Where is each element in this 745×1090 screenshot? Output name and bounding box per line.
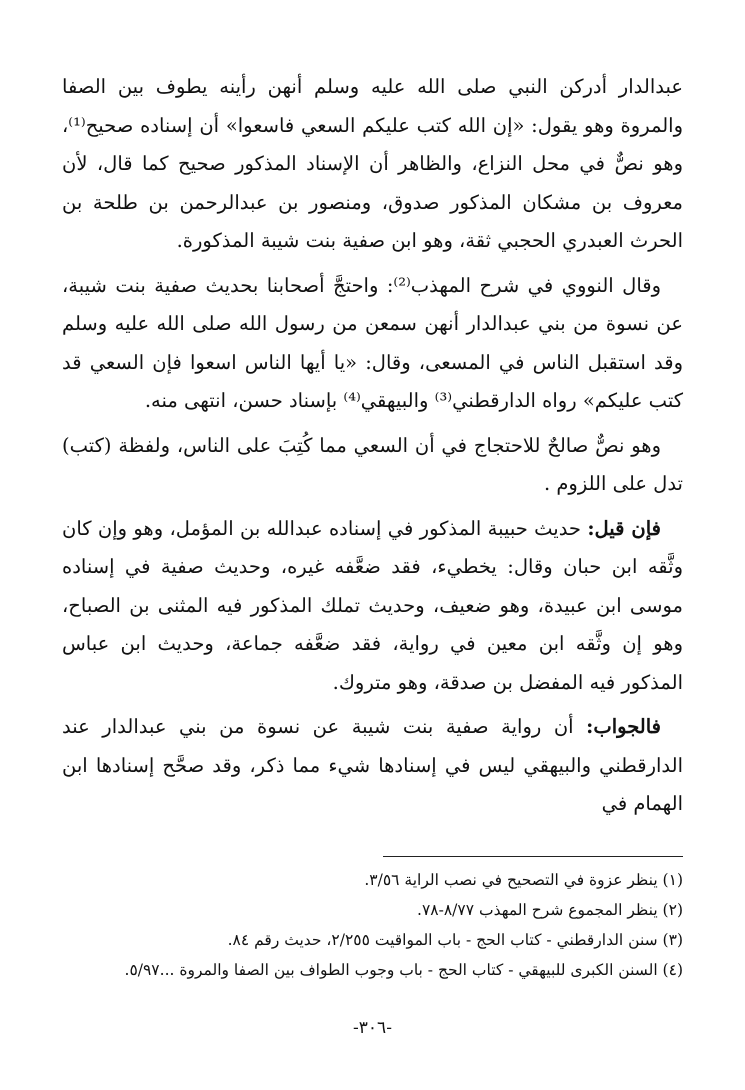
answer-text: أن رواية صفية بنت شيبة عن نسوة من بني عبدالدار عند الدارقطني والبيهقي ليس في إسنادها شيء مما ذكر، وقد صحَّح إسنادها ابن الهمام في bbox=[62, 715, 683, 815]
paragraph-answer bbox=[62, 708, 683, 824]
paragraph-objection bbox=[62, 510, 683, 703]
paragraph-1: عبدالدار أدركن النبي صلى الله عليه وسلم أنهن رأينه يطوف بين الصفا والمروة وهو يقول: «إن الله كتب عليكم السعي فاسعوا» أن إسناده صحيح⁽¹⁾، وهو نصٌّ في محل النزاع، والظاهر أن الإسناد المذكور صحيح كما قال، لأن معروف بن مشكان المذكور صدوق، ومنصور بن عبدالرحمن بن طلحة بن الحرث العبدري الحجبي ثقة، وهو ابن صفية بنت شيبة المذكورة. bbox=[62, 75, 683, 252]
footnote-separator bbox=[383, 856, 683, 857]
objection-lead: فإن قيل: bbox=[587, 516, 661, 540]
footnote-2: (٢) ينظر المجموع شرح المهذب ٨/٧٧-٧٨. bbox=[417, 900, 683, 919]
objection-text: حديث حبيبة المذكور في إسناده عبدالله بن المؤمل، وهو وإن كان وثَّقه ابن حبان وقال: يخطيء، فقد ضعَّفه غيره، وحديث صفية في إسناده موسى ابن عبيدة، وهو ضعيف، وحديث تملك المذكور فيه المثنى بن الصباح، وهو إن وثَّقه ابن معين في رواية، فقد ضعَّفه جماعة، وحديث ابن عباس المذكور فيه المفضل بن صدقة، وهو متروك. bbox=[62, 516, 683, 694]
footnote-4: (٤) السنن الكبرى للبيهقي - كتاب الحج - باب وجوب الطواف بين الصفا والمروة ...٥/٩٧. bbox=[124, 960, 683, 979]
footnote-1: (١) ينظر عزوة في التصحيح في نصب الراية ٣/٥٦. bbox=[364, 870, 683, 889]
page-number: -٣٠٦- bbox=[353, 1018, 392, 1038]
main-text bbox=[62, 68, 683, 824]
paragraph-3: وهو نصٌّ صالحٌ للاحتجاج في أن السعي مما كُتِبَ على الناس، ولفظة (كتب) تدل على اللزوم . bbox=[62, 433, 683, 495]
footnotes bbox=[62, 865, 683, 985]
answer-lead: فالجواب: bbox=[586, 715, 661, 738]
footnote-3: (٣) سنن الدارقطني - كتاب الحج - باب المواقيت ٢/٢٥٥، حديث رقم ٨٤. bbox=[227, 930, 683, 949]
paragraph-2: وقال النووي في شرح المهذب⁽²⁾: واحتجَّ أصحابنا بحديث صفية بنت شيبة، عن نسوة من بني عبدالدار أنهن سمعن من رسول الله صلى الله عليه وسلم وقد استقبل الناس في المسعى، وقال: «يا أيها الناس اسعوا فإن السعي قد كتب عليكم» رواه الدارقطني⁽³⁾ والبيهقي⁽⁴⁾ بإسناد حسن، انتهى منه. bbox=[62, 273, 683, 412]
